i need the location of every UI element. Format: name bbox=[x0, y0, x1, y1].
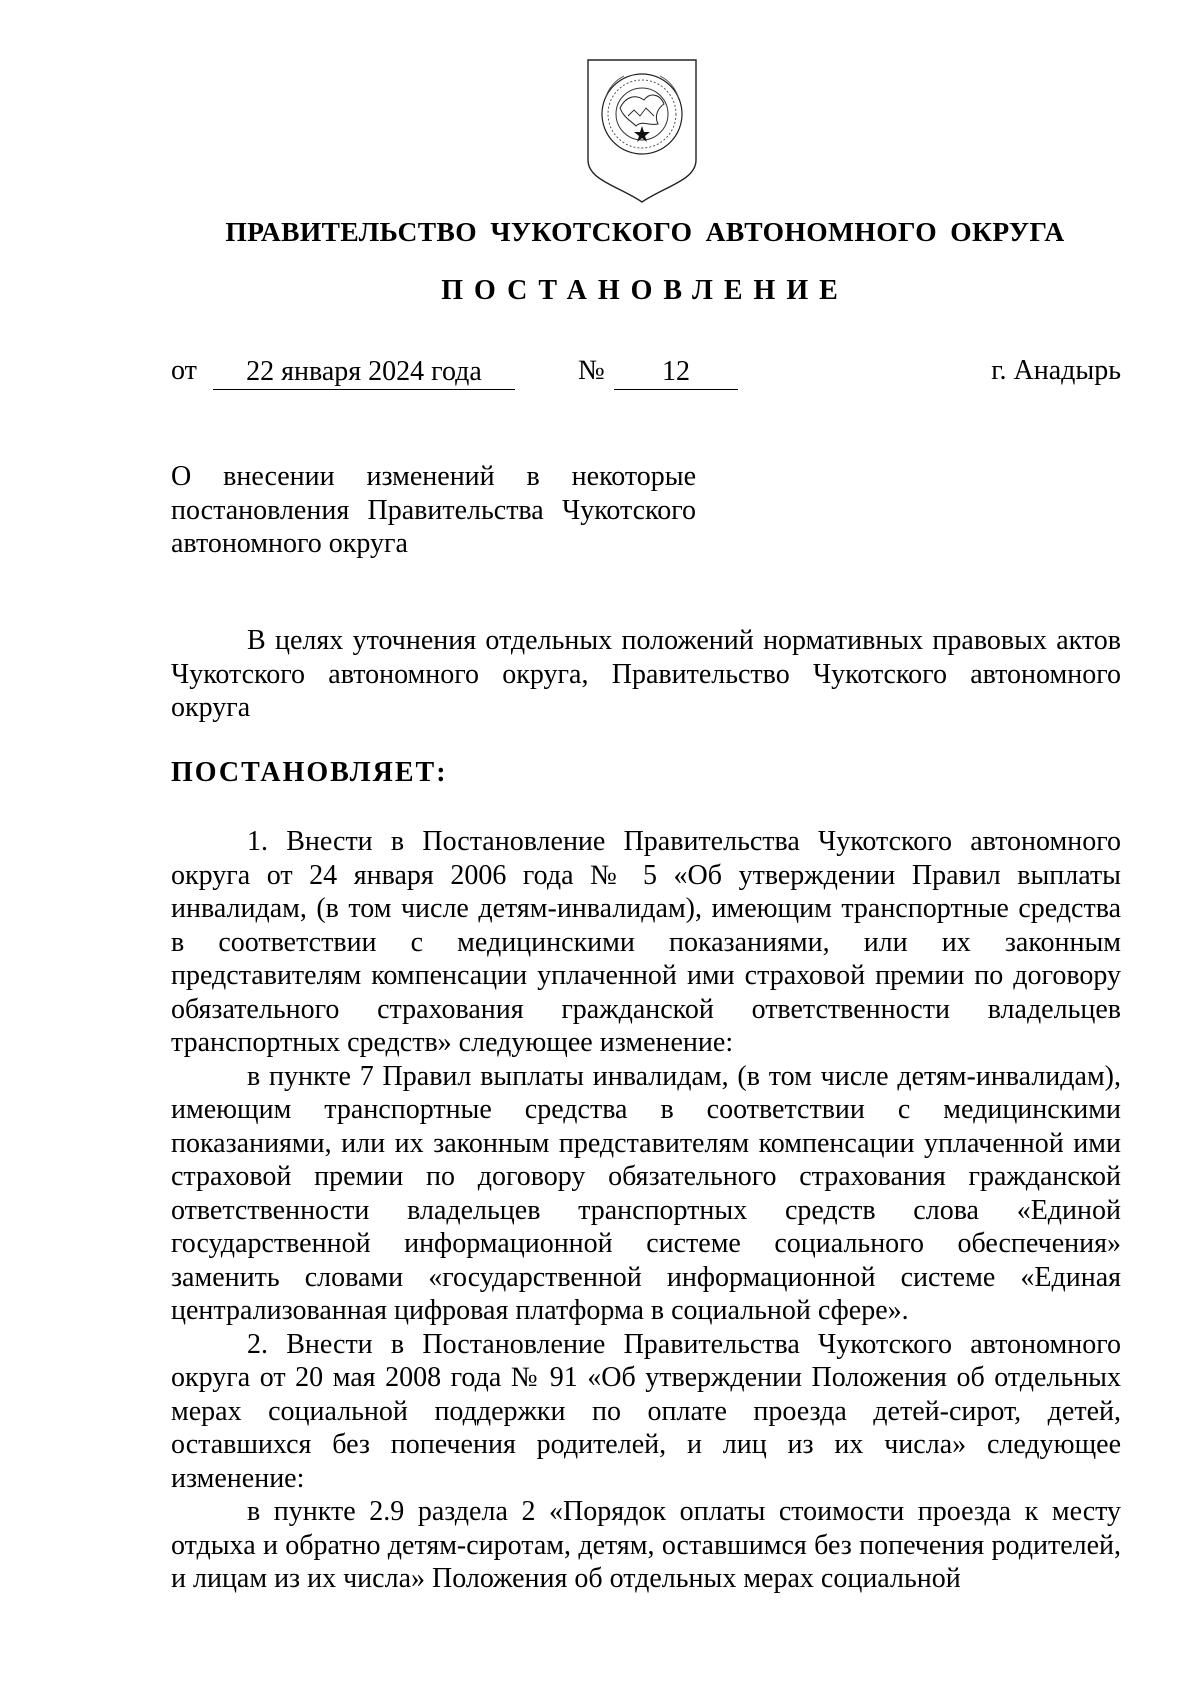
coat-of-arms-emblem bbox=[584, 56, 700, 206]
document-body bbox=[171, 825, 1121, 1596]
document-city: г. Анадырь bbox=[991, 355, 1121, 386]
paragraph-1-amendment: в пункте 7 Правил выплаты инвалидам, (в том числе детям-инвалидам), имеющим транспортные средства в соответствии с медицинскими показаниями, или их законным представителям компенсации уплаченной ими страховой премии по договору обязательного страхования гражданской ответственности владельцев транспортных средств слова «Единой государственной информационной системе социального обеспечения» заменить словами «государственной информационной системе «Единая централизованная цифровая платформа в социальной сфере». bbox=[171, 1060, 1121, 1326]
government-title: ПРАВИТЕЛЬСТВО ЧУКОТСКОГО АВТОНОМНОГО ОКРУГА bbox=[225, 216, 1065, 247]
decides-heading: ПОСТАНОВЛЯЕТ: bbox=[171, 757, 448, 788]
paragraph-1: 1. Внести в Постановление Правительства Чукотского автономного округа от 24 января 2006 года № 5 «Об утверждении Правил выплаты инвалидам, (в том числе детям-инвалидам), имеющим транспортные средства в соответствии с медицинскими показаниями, или их законным представителям компенсации уплаченной ими страховой премии по договору обязательного страхования гражданской ответственности владельцев транспортных средств» следующее изменение: bbox=[171, 826, 1121, 1058]
preamble-text: В целях уточнения отдельных положений нормативных правовых актов Чукотского автономного округа, Правительство Чукотского автономного округа bbox=[171, 625, 1121, 723]
paragraph-2: 2. Внести в Постановление Правительства Чукотского автономного округа от 20 мая 2008 года № 91 «Об утверждении Положения об отдельных мерах социальной поддержки по оплате проезда детей-сирот, детей, оставшихся без попечения родителей, и лиц из их числа» следующее изменение: bbox=[171, 1328, 1121, 1494]
number-label: № bbox=[578, 355, 605, 386]
document-date: 22 января 2024 года bbox=[213, 355, 515, 390]
preamble-block bbox=[171, 624, 1121, 725]
document-meta-line bbox=[171, 355, 1121, 395]
document-number: 12 bbox=[614, 355, 738, 390]
paragraph-2-amendment: в пункте 2.9 раздела 2 «Порядок оплаты стоимости проезда к месту отдыха и обратно детям-сиротам, детям, оставшимся без попечения родителей, и лицам из их числа» Положения об отдельных мерах социальной bbox=[171, 1496, 1121, 1594]
document-subject: О внесении изменений в некоторые постановления Правительства Чукотского автономного округа bbox=[171, 461, 696, 559]
document-type-heading: ПОСТАНОВЛЕНИЕ bbox=[441, 275, 849, 306]
date-prefix-label: от bbox=[171, 355, 197, 386]
